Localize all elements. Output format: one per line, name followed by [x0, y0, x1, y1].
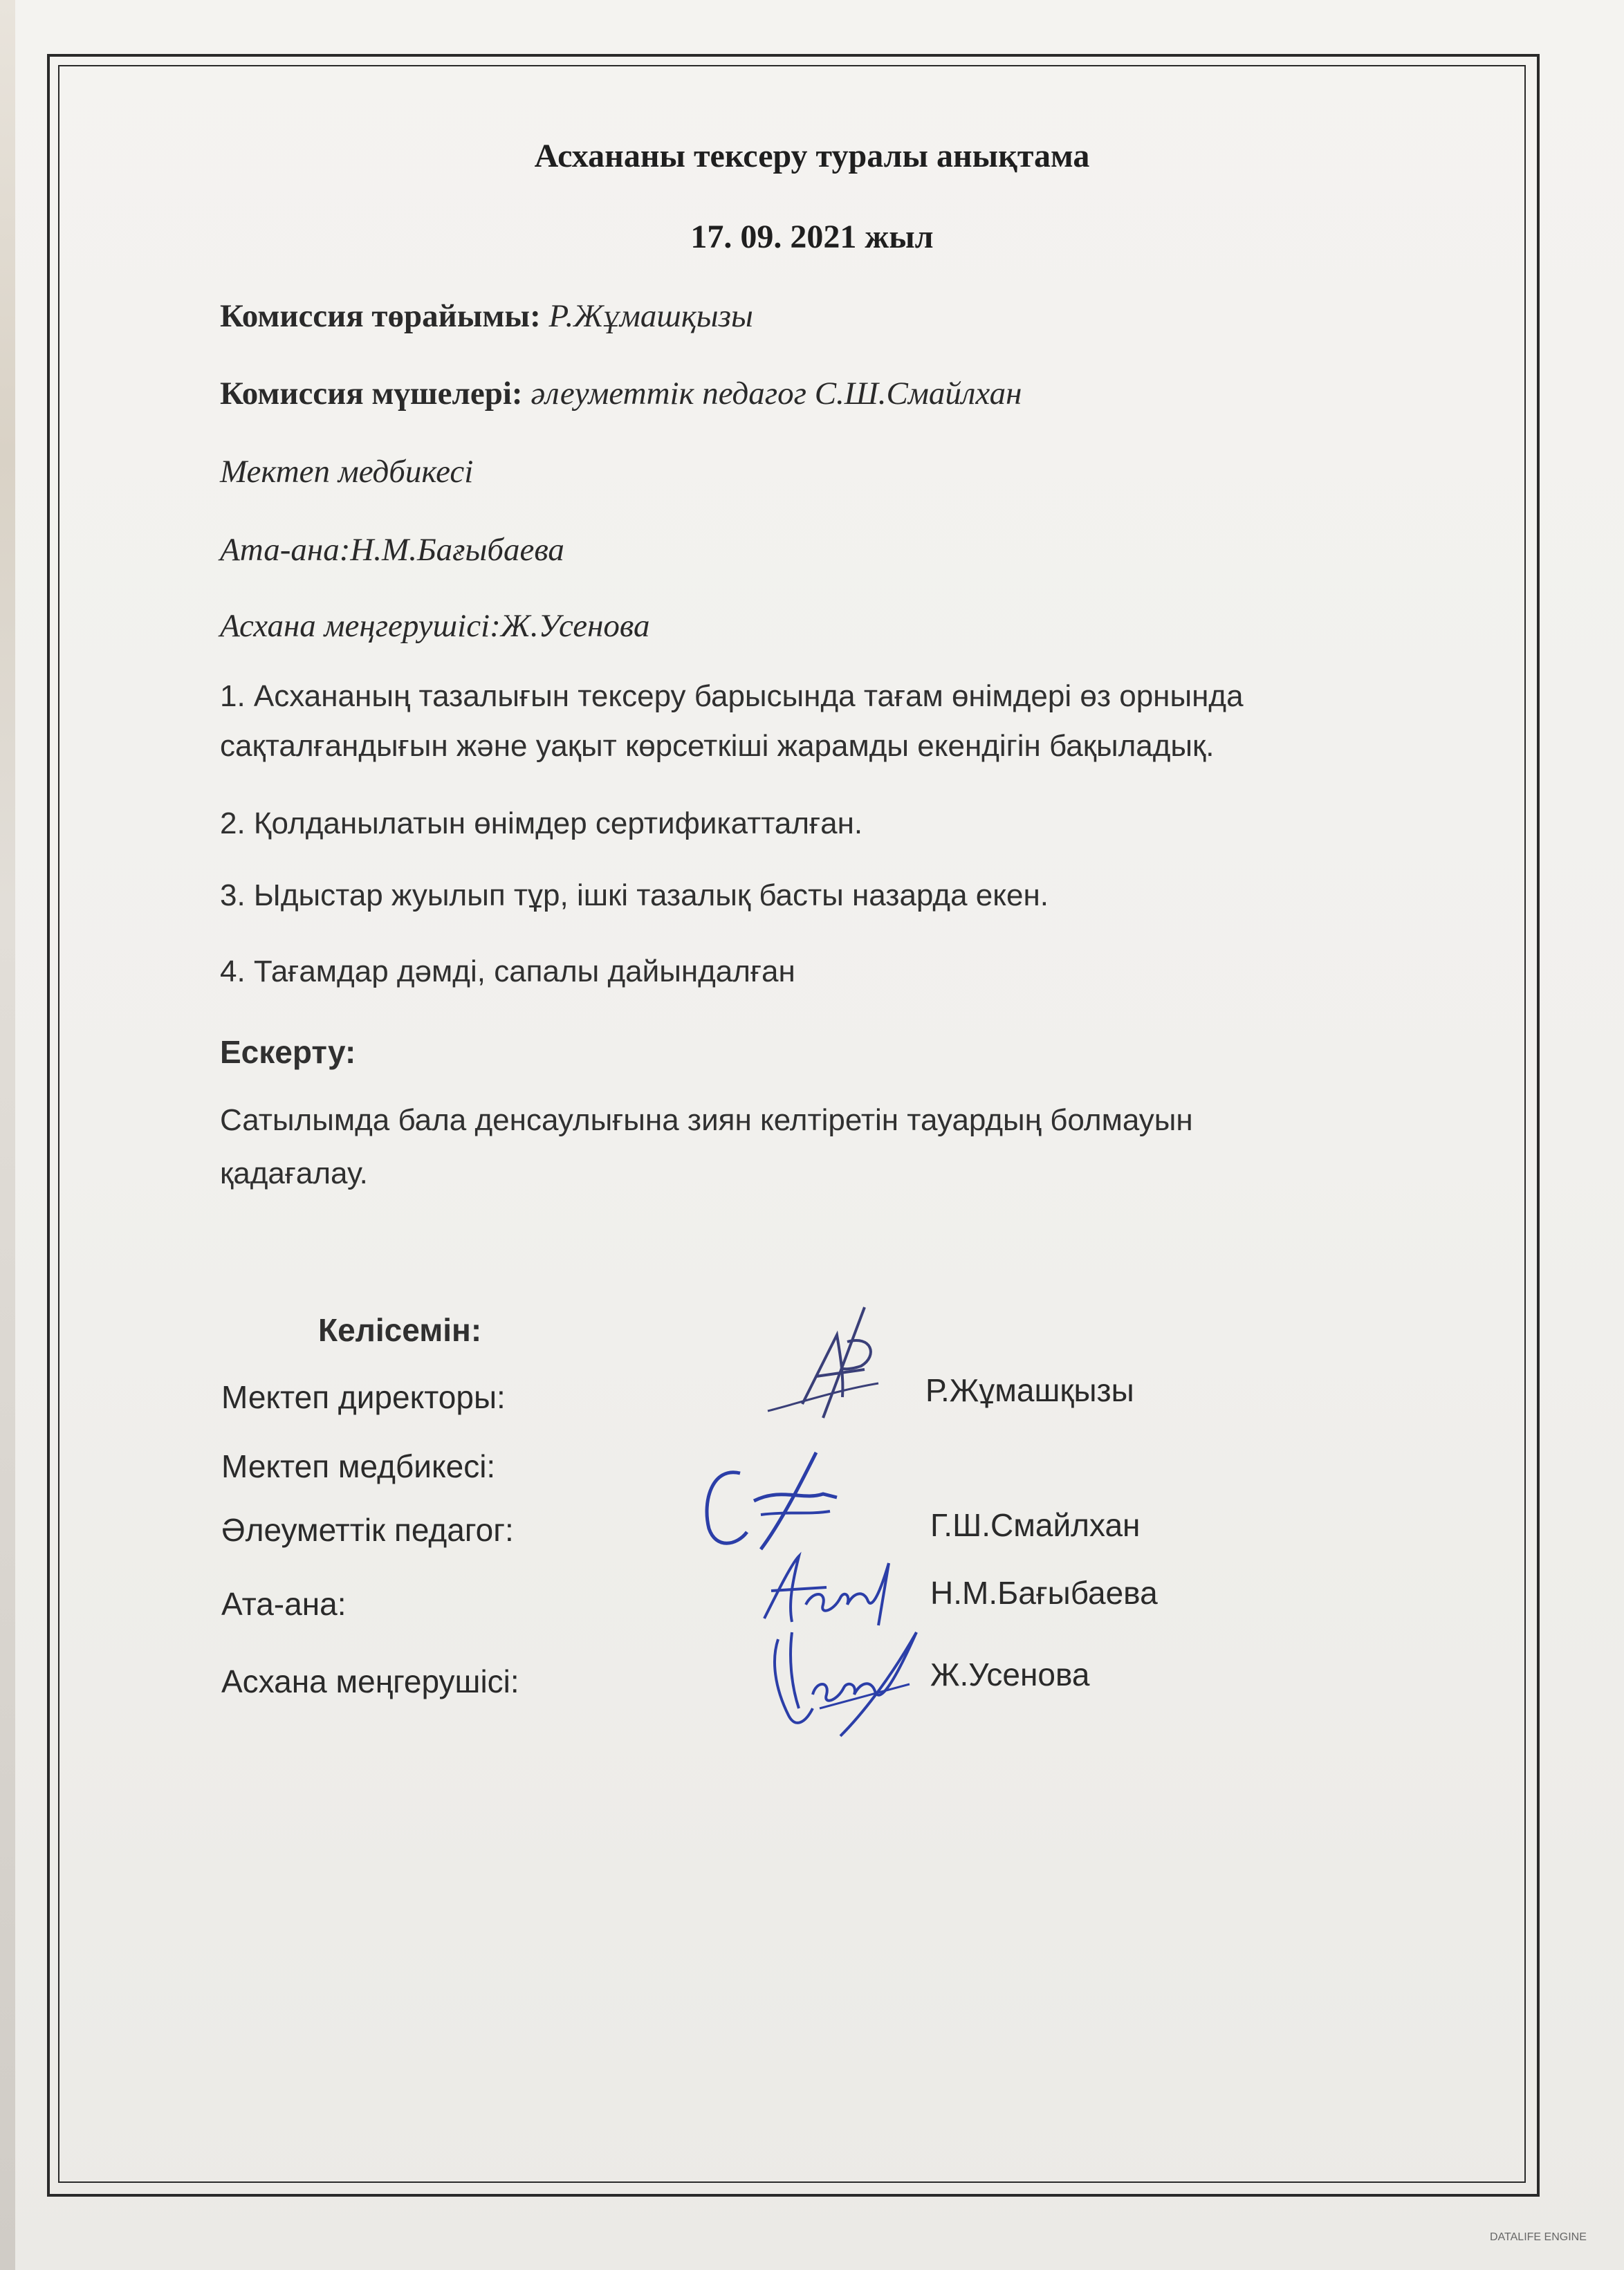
note-line: Сатылымда бала денсаулығына зиян келтіретін тауардың болмауын — [220, 1103, 1193, 1137]
agree-label: Келісемін: — [318, 1312, 482, 1348]
canteen-line: Асхана меңгерушісі:Ж.Усенова — [220, 608, 650, 644]
signature-name: Ж.Усенова — [930, 1657, 1090, 1692]
members-value: әлеуметтік педагог С.Ш.Смайлхан — [530, 376, 1022, 412]
finding-item: 4. Тағамдар дәмді, сапалы дайындалған — [220, 954, 795, 988]
pedagog-signature — [699, 1446, 858, 1563]
chair-label: Комиссия төрайымы: — [220, 298, 541, 334]
signature-role: Ата-ана: — [221, 1586, 347, 1622]
document-date: 17. 09. 2021 жыл — [690, 219, 934, 255]
director-signature — [761, 1300, 885, 1425]
canteen-signature — [750, 1618, 930, 1743]
finding-item: 3. Ыдыстар жуылып тұр, ішкі тазалық басты назарда екен. — [220, 878, 1049, 912]
watermark: DATALIFE ENGINE — [1490, 2231, 1587, 2243]
finding-item: сақталғандығын және уақыт көрсеткіші жарамды екендігін бақыладық. — [220, 729, 1215, 763]
signature-name: Н.М.Бағыбаева — [930, 1575, 1158, 1611]
signature-role: Мектеп медбикесі: — [221, 1448, 496, 1484]
parent-line: Ата-ана:Н.М.Бағыбаева — [220, 532, 564, 568]
note-line: қадағалау. — [220, 1156, 368, 1190]
chair-line — [220, 297, 753, 335]
signature-role: Мектеп директоры: — [221, 1379, 506, 1415]
signature-role: Әлеуметтік педагог: — [221, 1512, 514, 1548]
nurse-line: Мектеп медбикесі — [220, 454, 474, 490]
finding-item: 1. Асхананың тазалығын тексеру барысында тағам өнімдері өз орнында — [220, 679, 1244, 713]
signature-role: Асхана меңгерушісі: — [221, 1663, 519, 1699]
signature-name: Р.Жұмашқызы — [925, 1372, 1134, 1408]
finding-item: 2. Қолданылатын өнімдер сертификатталған. — [220, 806, 863, 840]
note-label: Ескерту: — [220, 1034, 356, 1070]
chair-value: Р.Жұмашқызы — [548, 298, 753, 334]
signature-name: Г.Ш.Смайлхан — [930, 1507, 1141, 1543]
members-label: Комиссия мүшелері: — [220, 376, 523, 412]
members-line — [220, 375, 1022, 412]
document-title: Асхананы тексеру туралы анықтама — [534, 138, 1090, 174]
